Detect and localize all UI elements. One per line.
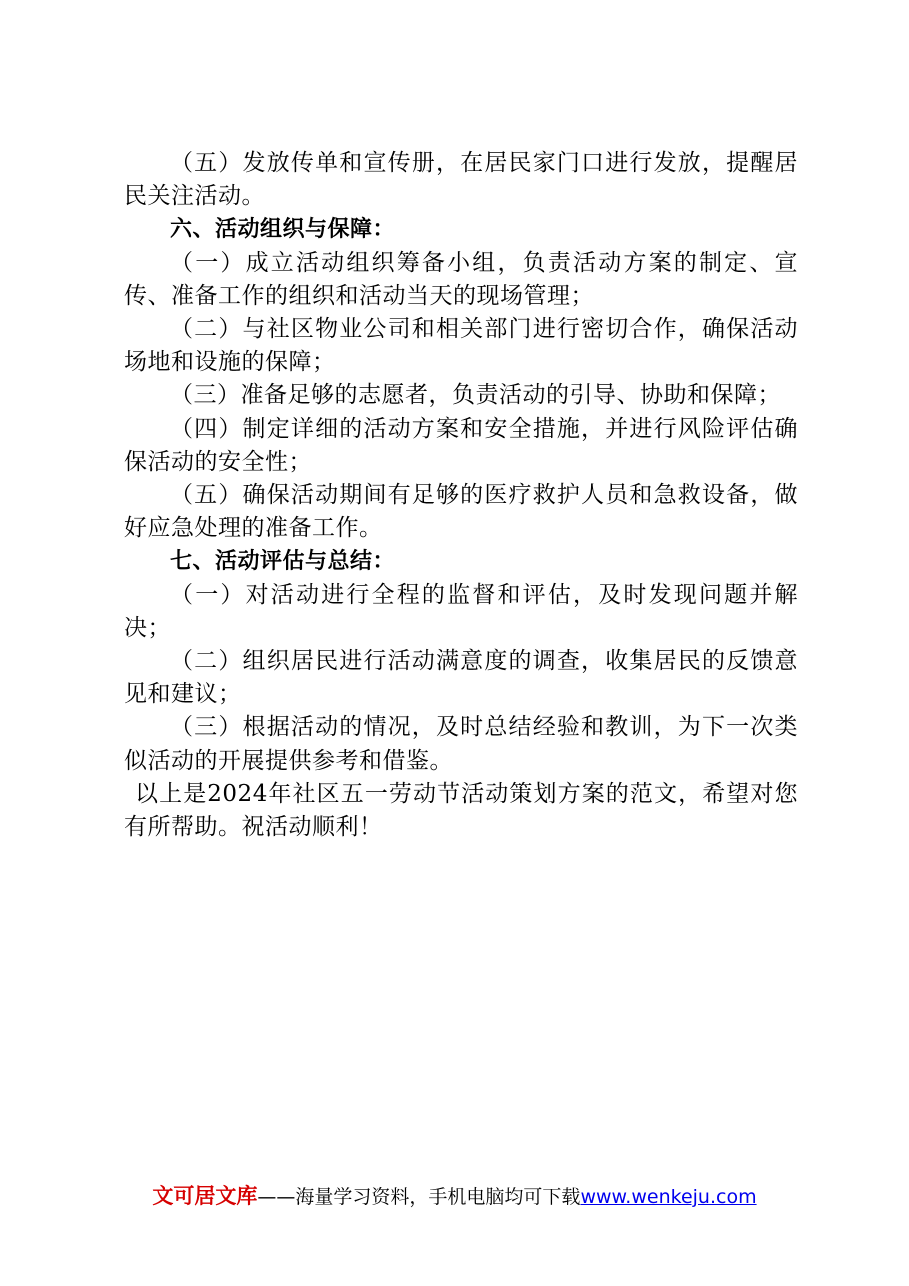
- document-body: [124, 147, 798, 844]
- footer-tagline: ——海量学习资料，手机电脑均可下载: [257, 1186, 581, 1208]
- section-heading-evaluation: 七、活动评估与总结：: [170, 549, 396, 575]
- footer-website-link[interactable]: www.wenkeju.com: [580, 1186, 757, 1208]
- list-item-survey: （二）组织居民进行活动满意度的调查，收集居民的反馈意见和建议；: [124, 648, 798, 708]
- footer-brand: 文可居文库: [152, 1184, 258, 1208]
- list-item-property-cooperation: （二）与社区物业公司和相关部门进行密切合作，确保活动场地和设施的保障；: [124, 316, 798, 376]
- list-item-supervision: （一）对活动进行全程的监督和评估，及时发现问题并解决；: [124, 581, 798, 641]
- section-heading-organization: 六、活动组织与保障：: [170, 217, 396, 243]
- list-item-medical-support: （五）确保活动期间有足够的医疗救护人员和急救设备，做好应急处理的准备工作。: [124, 482, 798, 542]
- list-item-safety-measures: （四）制定详细的活动方案和安全措施，并进行风险评估确保活动的安全性；: [124, 415, 798, 475]
- page-footer: [0, 1181, 909, 1212]
- closing-paragraph: 以上是2024年社区五一劳动节活动策划方案的范文，希望对您有所帮助。祝活动顺利！: [124, 780, 798, 841]
- list-item-volunteers: （三）准备足够的志愿者，负责活动的引导、协助和保障；: [170, 382, 781, 409]
- list-item-summary: （三）根据活动的情况，及时总结经验和教训，为下一次类似活动的开展提供参考和借鉴。: [124, 714, 798, 774]
- list-item-organizing-team: （一）成立活动组织筹备小组，负责活动方案的制定、宣传、准备工作的组织和活动当天的现场管理；: [124, 249, 798, 309]
- list-item-distribute-flyers: （五）发放传单和宣传册，在居民家门口进行发放，提醒居民关注活动。: [124, 150, 798, 210]
